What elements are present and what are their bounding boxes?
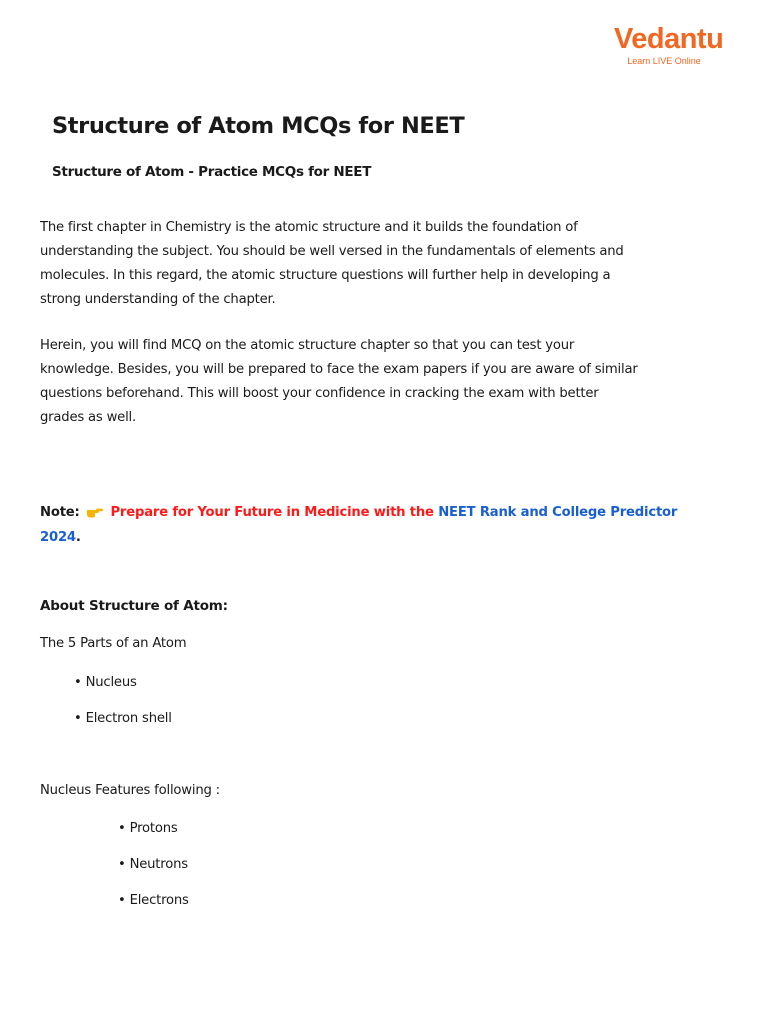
note-period: . [75,530,81,545]
list-item: • Electron shell [74,711,172,726]
logo-brand: Vedantu [614,23,724,55]
paragraph-line: questions beforehand. This will boost your confidence in cracking the exam with better [40,386,599,401]
paragraph-line: Herein, you will find MCQ on the atomic structure chapter so that you can test your [40,338,575,353]
paragraph-line: understanding the subject. You should be well versed in the fundamentals of elements and [40,244,624,259]
list-item: • Electrons [118,893,189,908]
about-heading: About Structure of Atom: [40,598,228,614]
paragraph-line: molecules. In this regard, the atomic structure questions will further help in developing a [40,268,611,283]
note-callout [40,500,730,550]
paragraph-line: knowledge. Besides, you will be prepared to face the exam papers if you are aware of similar [40,362,638,377]
page-title: Structure of Atom MCQs for NEET [52,113,465,139]
intro-paragraph [40,216,730,312]
link-text: NEET Rank and College Predictor [438,505,678,520]
note-text: Prepare for Your Future in Medicine with the [110,505,434,520]
list-item: • Neutrons [118,857,188,872]
herein-paragraph [40,334,730,430]
paragraph-line: The first chapter in Chemistry is the atomic structure and it builds the foundation of [40,220,578,235]
paragraph-line: strong understanding of the chapter. [40,292,276,307]
parts-title: The 5 Parts of an Atom [40,636,187,651]
list-item: • Protons [118,821,178,836]
nucleus-features-title: Nucleus Features following : [40,783,220,798]
paragraph-line: grades as well. [40,410,136,425]
vedantu-logo [614,22,724,72]
logo-tagline: Learn LIVE Online [627,56,701,66]
page-subtitle: Structure of Atom - Practice MCQs for NEET [52,164,372,180]
note-label: Note: [40,505,80,520]
link-text-year: 2024 [40,530,76,545]
pointing-hand-icon [86,504,104,518]
list-item: • Nucleus [74,675,137,690]
